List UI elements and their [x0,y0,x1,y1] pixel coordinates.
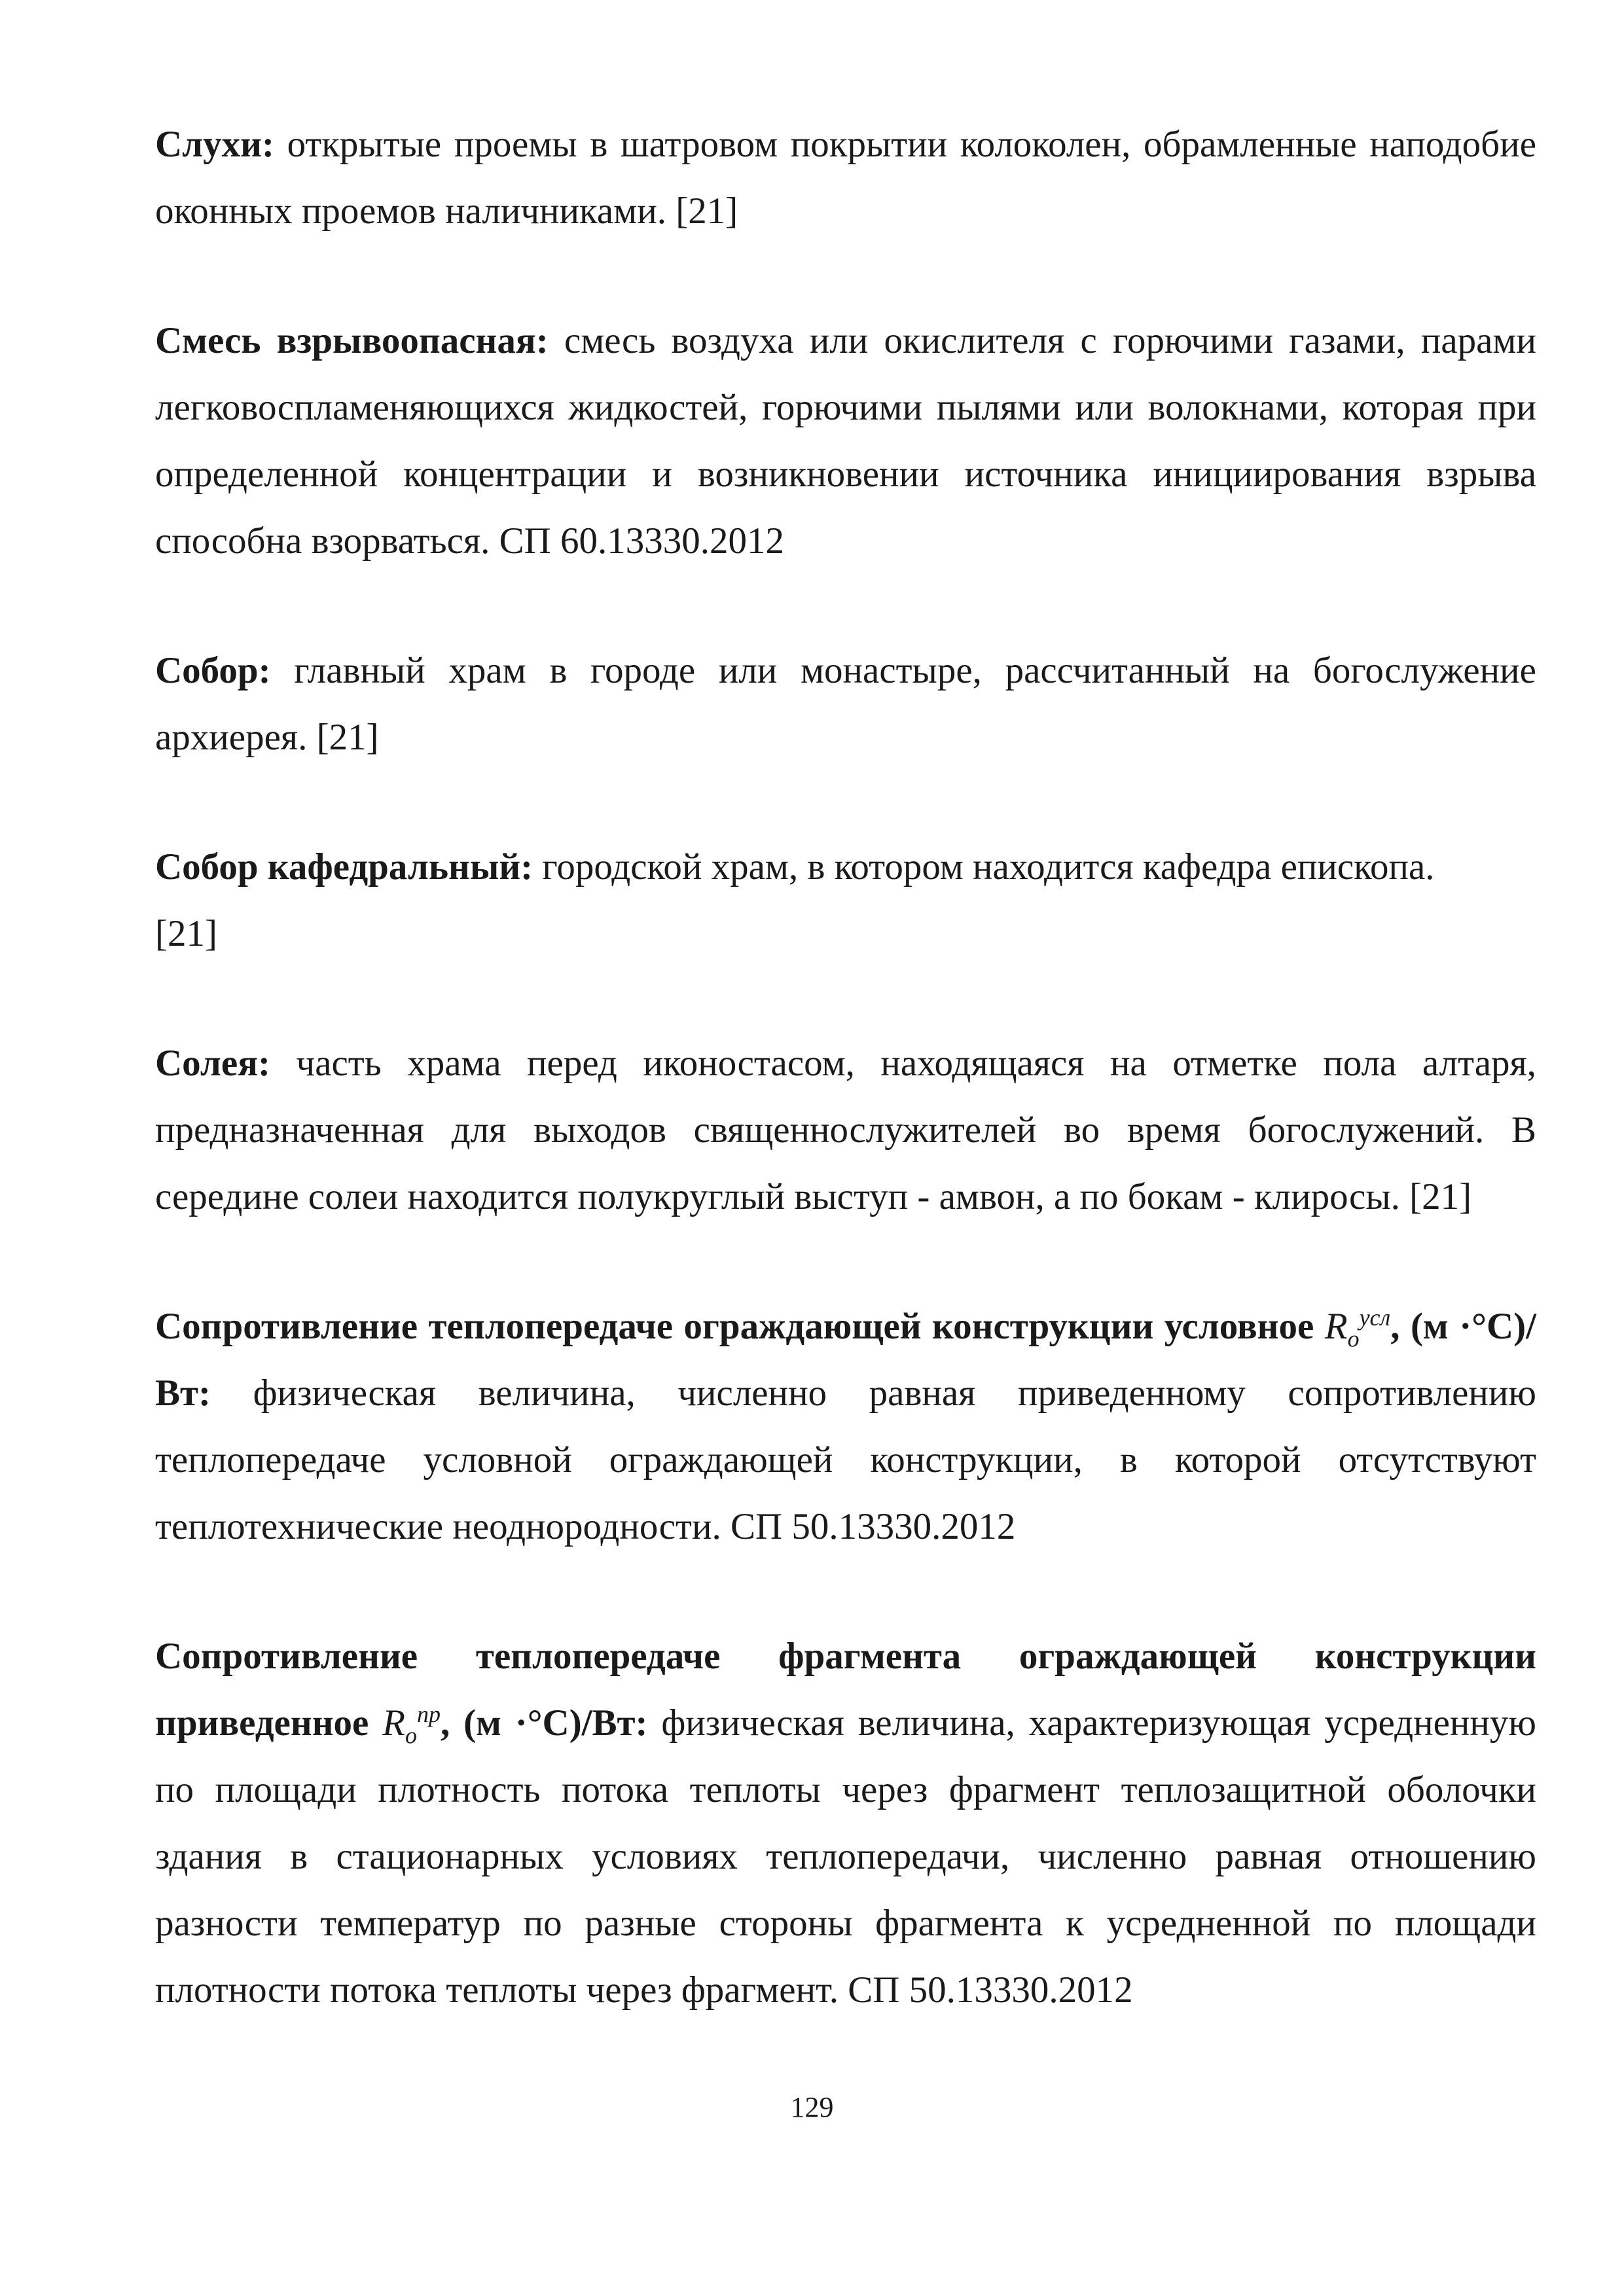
entry-unit: , (м ·°С)/Вт: [441,1702,648,1744]
entry-term: Собор кафедральный: [155,846,533,888]
entry-term: Солея: [155,1043,271,1084]
entry-definition: смесь воздуха или окислителя с горючими газами, парами легковоспламеняющихся жидкостей, горючими пылями или волокнами, которая при определенной концентрации и возникновении источника инициирования взрыва способна взорваться. СП 60.13330.2012 [155,320,1537,562]
glossary-entry-soprotivlenie-privedennoe [155,1623,1536,2024]
formula-symbol [1324,1304,1391,1352]
symbol-subscript: o [405,1722,417,1749]
formula-symbol [382,1701,441,1749]
entry-definition: часть храма перед иконостасом, находящаяся на отметке пола алтаря, предназначенная для выходов священнослужителей во время богослужений. В середине солеи находится полукруглый выступ - амвон, а по бокам - клиросы. [21] [155,1043,1536,1217]
symbol-subscript: o [1347,1325,1360,1352]
glossary-entry-sobor [155,637,1536,771]
entry-definition: городской храм, в котором находится кафедра епископа. [533,846,1435,888]
glossary-entry-soprotivlenie-uslovnoe [155,1293,1536,1560]
entry-reference: [21] [155,913,217,954]
symbol-superscript: пр [417,1701,441,1727]
glossary-entry-slukhi [155,111,1536,245]
symbol-letter: R [1324,1306,1348,1347]
entry-term: Смесь взрывоопасная: [155,320,549,361]
page-number: 129 [790,2091,834,2123]
entry-definition: открытые проемы в шатровом покрытии колоколен, обрамленные наподобие оконных проемов наличниками. [21] [155,124,1536,232]
entry-unit: , (м ·°С)/Вт: [155,1306,1537,1414]
entry-term: Сопротивление теплопередаче фрагмента ограждающей конструкции приведенное [155,1636,1536,1744]
glossary-entry-smes-vzryvoopasnaya [155,308,1536,575]
entry-definition: главный храм в городе или монастыре, рассчитанный на богослужение архиерея. [21] [155,650,1536,758]
entry-definition: физическая величина, численно равная приведенному сопротивлению теплопередаче условной ограждающей конструкции, в которой отсутствуют теплотехнические неоднородности. СП 50.13330.2012 [155,1372,1536,1547]
entry-definition: физическая величина, характеризующая усредненную по площади плотность потока теплоты через фрагмент теплозащитной оболочки здания в стационарных условиях теплопередачи, численно равная отношению разности температур по разные стороны фрагмента к усредненной по площади плотности потока теплоты через фрагмент. СП 50.13330.2012 [155,1702,1536,2011]
symbol-superscript: усл [1359,1304,1391,1331]
glossary-entry-soleya [155,1030,1536,1230]
symbol-letter: R [382,1702,405,1744]
entry-term: Собор: [155,650,271,691]
glossary-entry-sobor-kafedralnyi [155,834,1536,967]
document-page [155,111,1536,2087]
entry-term: Слухи: [155,124,274,165]
entry-term: Сопротивление теплопередаче ограждающей конструкции условное [155,1306,1325,1347]
